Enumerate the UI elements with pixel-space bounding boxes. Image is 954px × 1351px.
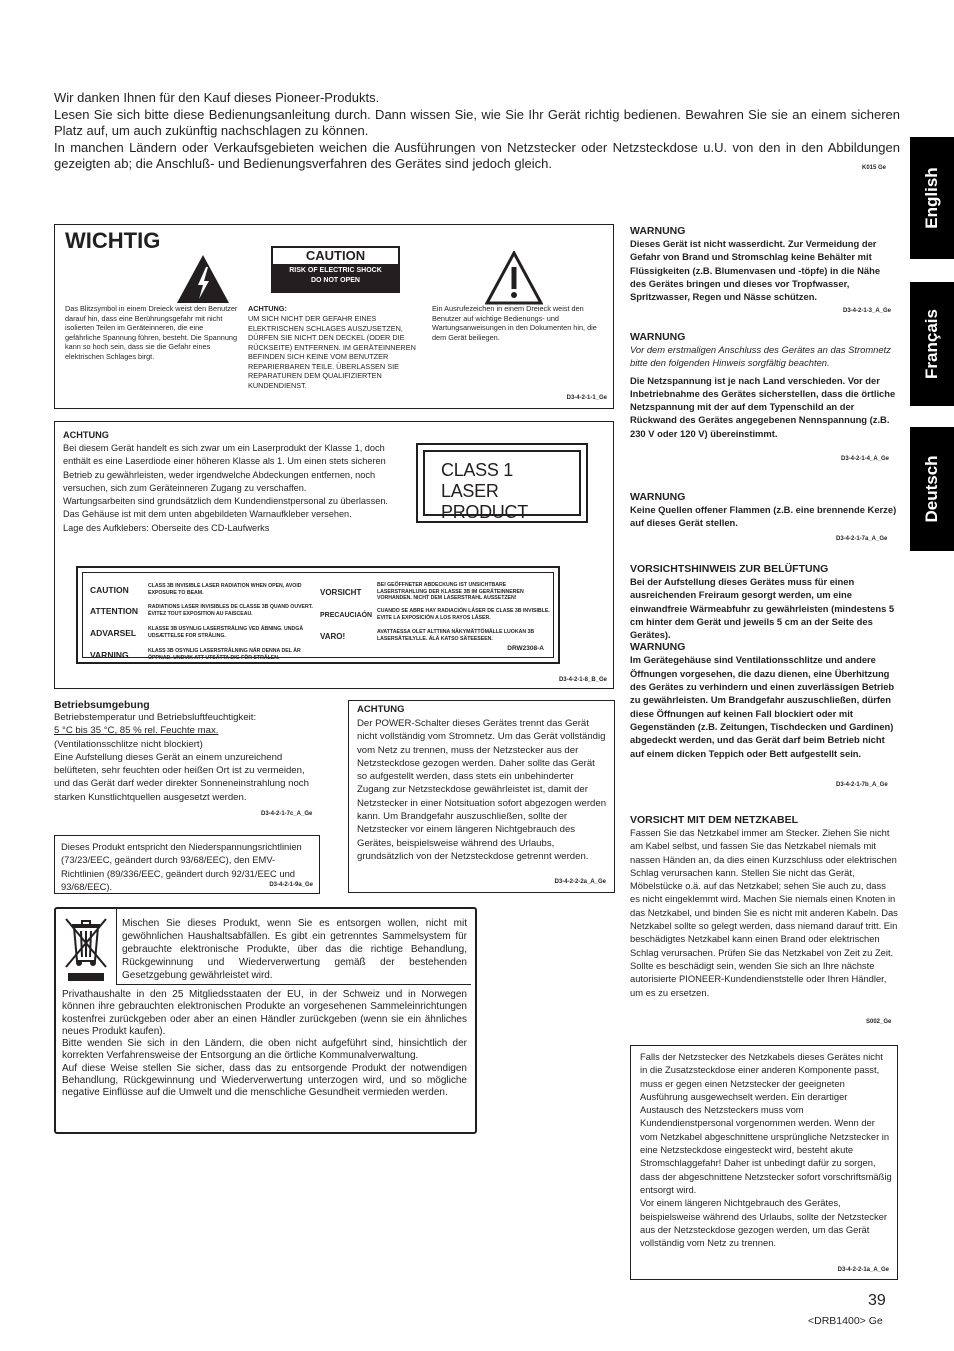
- power-heading: ACHTUNG: [357, 704, 405, 715]
- class1-label: [416, 443, 588, 523]
- netzstecker-box: [630, 1045, 898, 1280]
- ventilation-warning-heading: WARNUNG: [630, 641, 686, 654]
- label-row-vorsicht: VORSICHT BEI GEÖFFNETER ABDECKUNG IST UNSICHTBARE LASERSTRAHLUNG DER KLASSE 3B IM GERÄTEINNEREN VORHANDEN. NICHT DEM LASERSTRAHL AUSSETZEN!: [320, 582, 524, 602]
- caution-plate: [271, 246, 400, 293]
- betrieb-heading: Betriebsumgebung: [54, 699, 150, 711]
- exclamation-triangle-icon: [485, 251, 543, 305]
- weee-paragraph-4: Auf diese Weise stellen Sie sicher, dass das zu entsorgende Produkt der notwendigen Behandlung, Rückgewinnung und Wiederverwertung unterzogen wird, und so mögliche negative Einflüsse auf die Umwelt und die menschliche Gesundheit vermieden werden.: [62, 1062, 467, 1099]
- wichtig-title: WICHTIG: [65, 228, 161, 253]
- netzstecker-code: D3-4-2-2-1a_A_Ge: [837, 1267, 889, 1273]
- tab-english[interactable]: English: [910, 137, 954, 259]
- laser-box: [54, 421, 614, 689]
- class1-line-2: LASER PRODUCT: [441, 481, 528, 522]
- laser-text-3: Das Gehäuse ist mit dem unten abgebildeten Warnaufkleber versehen.: [63, 509, 352, 520]
- weee-box: [54, 907, 477, 1134]
- warning-3-heading: WARNUNG: [630, 491, 686, 503]
- tab-francais[interactable]: Français: [910, 282, 954, 406]
- warning-2-italic: Vor dem erstmaligen Anschluss des Gerätes an das Stromnetz bitte den folgenden Hinweis sorgfältig beachten.: [630, 344, 891, 369]
- warning-3: [630, 491, 898, 530]
- ventilation-text: Bei der Aufstellung dieses Gerätes muss für einen ausreichenden Freiraum gesorgt werden, um eine einwandfreie Wärmeabfuhr zu gewährleisten (mindestens 5 cm hinter dem Gerät und jeweils 5 cm an der Seite des Gerätes).: [630, 576, 895, 641]
- weee-paragraph-2: Privathaushalte in den 25 Mitgliedsstaaten der EU, in der Schweiz und in Norwegen können ihre gebrauchten elektronischen Produkte an vorgesehenen Sammeleinrichtungen kostenfrei zurückgeben oder aber an einen Händler zurückgeben (wenn sie ein ähnliches neues Produkt kaufen).: [62, 989, 467, 1037]
- lightning-explanation: Das Blitzsymbol in einem Dreieck weist den Benutzer darauf hin, dass eine Berührungsgefahr mit nicht isolierten Teilen im Geräteinneren, die eine gefährliche Spannung führen, besteht. Die Spannung kann so hoch sein, dass sie die Gefahr eines elektrischen Schlages birgt.: [65, 304, 238, 361]
- label-row-advarsel: ADVARSEL KLASSE 3B USYNLIG LASERSTRÅLING VED ÅBNING. UNDGÅ UDSÆTTELSE FOR STRÅLING.: [90, 626, 304, 639]
- caution-subtitle: RISK OF ELECTRIC SHOCK DO NOT OPEN: [289, 267, 382, 284]
- weee-paragraph-3: Bitte wenden Sie sich in den Ländern, die oben nicht aufgeführt sind, hinsichtlich der korrekten Verfahrensweise der Entsorgung an die örtliche Kommunalverwaltung.: [62, 1038, 467, 1062]
- warning-3-code: D3-4-2-1-7a_A_Ge: [836, 536, 888, 542]
- warning-1-heading: WARNUNG: [630, 225, 686, 237]
- betrieb-text-3: (Ventilationsschlitze nicht blockiert): [54, 738, 203, 750]
- caution-title: CAUTION: [273, 248, 398, 264]
- betrieb-text-2: 5 °C bis 35 °C, 85 % rel. Feuchte max.: [54, 725, 219, 737]
- warning-1-code: D3-4-2-1-3_A_Ge: [843, 308, 892, 314]
- label-row-caution: CAUTION CLASS 3B INVISIBLE LASER RADIATION WHEN OPEN, AVOID EXPOSURE TO BEAM.: [90, 583, 302, 596]
- label-right-column: [320, 580, 556, 646]
- netzkabel-heading: VORSICHT MIT DEM NETZKABEL: [630, 814, 798, 826]
- warning-2-code: D3-4-2-1-4_A_Ge: [841, 456, 890, 462]
- exclamation-explanation: Ein Ausrufezeichen in einem Dreieck weist den Benutzer auf wichtige Bedienungs- und Wartungsanweisungen in den Dokumenten hin, die dem Gerät beiliegen.: [432, 304, 597, 342]
- wichtig-box: [54, 224, 614, 409]
- label-row-varning: VARNING KLASS 3B OSYNLIG LASERSTRÅLNING NÄR DENNA DEL ÄR ÖPPNAD. UNDVIK ATT UTSÄTTA DIG FÖR STRÅLEN.: [90, 648, 301, 661]
- label-left-column: [90, 580, 322, 666]
- power-text: Der POWER-Schalter dieses Gerätes trennt das Gerät nicht vollständig vom Stromnetz. Um das Gerät vollständig vom Netz zu trennen, muss der Netzstecker aus der Netzsteckdose gezogen werden. Daher sollte das Gerät so aufgestellt werden, dass stets ein unbehinderter Zugang zur Netzsteckdose gewährleistet ist, damit der Netzstecker in einer Notsituation sofort abgezogen werden kann. Um Brandgefahr auszuschließen, sollte der Netzstecker vor einem längeren Nichtgebrauch des Gerätes, beispielsweise während des Urlaubs, grundsätzlich von der Netzsteckdose getrennt werden.: [357, 718, 607, 862]
- wichtig-code: D3-4-2-1-1_Ge: [566, 395, 607, 401]
- label-code: DRW2308-A: [507, 645, 544, 652]
- warning-3-text: Keine Quellen offener Flammen (z.B. eine brennende Kerze) auf dieses Gerät stellen.: [630, 504, 897, 529]
- betrieb-section: [54, 699, 324, 804]
- laser-text-2: Wartungsarbeiten sind grundsätzlich dem Kundendienstpersonal zu überlassen.: [63, 496, 388, 507]
- label-row-precaucion: PRECAUCIAÓN CUANDO SE ABRE HAY RADIACIÓN LÁSER DE CLASE 3B INVISIBLE. EVITE LA EXPOSICIÓN A LOS RAYOS LÁSER.: [320, 608, 550, 621]
- laser-text-1: Bei diesem Gerät handelt es sich zwar um ein Laserprodukt der Klasse 1, doch enthält es eine Laserdiode einer höheren Klasse als 1. Um einen stets sicheren Betrieb zu gewährleisten, weder irgendwelche Abdeckungen entfernen, noch versuchen, sich zum Geräteinneren Zugang zu verschaffen.: [63, 443, 386, 493]
- betrieb-text-4: Eine Aufstellung dieses Gerät an einem unzureichend belüfteten, sehr feuchten oder heißen Ort ist zu vermeiden, und das Gerät darf weder direkter Sonneneinstrahlung noch starken Kunstlichtquellen ausgesetzt werden.: [54, 751, 309, 803]
- weee-rest: [62, 989, 467, 1100]
- lightning-triangle-icon: [175, 253, 231, 305]
- ewg-code: D3-4-2-1-9a_Ge: [269, 882, 313, 888]
- laser-warning-label: [76, 566, 560, 664]
- netzstecker-text: Falls der Netzstecker des Netzkabels dieses Gerätes nicht in die Zusatzsteckdose einer anderen Komponente passt, muss er gegen einen Netzstecker der geeigneten Ausführung ausgewechselt werden. Ein derartiger Austausch des Netzsteckers muss vom Kundendienstpersonal vorgenommen werden. Wenn der vom Netzkabel abgeschnittene ursprüngliche Netzstecker in eine Netzsteckdose eingesteckt wird, besteht akute Stromschlaggefahr! Daher ist unbedingt dafür zu sorgen, dass der abgeschnittene Netzstecker sofort vorschriftsmäßig entsorgt wird. Vor einem längeren Nichtgebrauch des Gerätes, beispielsweise während des Urlaubs, sollte der Netzstecker aus der Netzsteckdose gezogen werden, um das Gerät vollständig vom Netz zu trennen.: [640, 1051, 892, 1249]
- power-code: D3-4-2-2-2a_A_Ge: [554, 879, 606, 885]
- class1-line-1: CLASS 1: [441, 460, 513, 480]
- laser-code: D3-4-2-1-8_B_Ge: [558, 677, 607, 683]
- betrieb-code: D3-4-2-1-7c_A_Ge: [261, 811, 313, 817]
- intro-line-2: Lesen Sie sich bitte diese Bedienungsanleitung durch. Dann wissen Sie, wie Sie Ihr Gerät richtig bedienen. Bewahren Sie sie an einem sicheren Platz auf, um auch zukünftig nachschlagen zu können.: [54, 106, 900, 138]
- netzkabel-text: Fassen Sie das Netzkabel immer am Stecker. Ziehen Sie nicht am Kabel selbst, und fassen Sie das Netzkabel niemals mit nassen Händen an, da dies einen Kurzschluss oder elektrischen Schlag verursachen kann. Stellen Sie nicht das Gerät, Möbelstücke o.ä. auf das Netzkabel; sehen Sie auch zu, dass es nicht eingeklemmt wird. Machen Sie niemals einen Knoten in das Netzkabel, und binden Sie es nicht mit anderen Kabeln. Das Netzkabel sollte so gelegt werden, dass niemand darauf tritt. Ein beschädigtes Netzkabel kann einen Brand oder elektrischen Schlag verursachen. Prüfen Sie das Netzkabel von Zeit zu Zeit. Sollte es beschädigt sein, wenden Sie sich an Ihre nächste autorisierte PIONEER-Kundendienststelle oder Ihren Händler, um es zu ersetzen.: [630, 827, 898, 998]
- label-row-varo: VARO! AVATTAESSA OLET ALTTIINA NÄKYMÄTTÖMÄLLE LUOKAN 3B LASERSÄTEILYLLE. ÄLÄ KATSO SÄTEESEEN.: [320, 629, 535, 642]
- ventilation-warning-text: Im Gerätegehäuse sind Ventilationsschlitze und andere Öffnungen vorgesehen, die dazu dienen, eine Überhitzung des Gerätes zu verhindern und einen zuverlässigen Betrieb zu gewährleisten. Um Brandgefahr auszuschließen, dürfen diese Öffnungen auf keinen Fall blockiert oder mit Gegenständen (z.B. Zeitungen, Tischdecken und Gardinen) abgedeckt werden, und das Gerät darf beim Betrieb nicht auf einem dicken Teppich oder Bett aufgestellt sein.: [630, 654, 895, 759]
- ventilation-code: D3-4-2-1-7b_A_Ge: [836, 782, 888, 788]
- laser-heading: ACHTUNG: [63, 430, 109, 440]
- ewg-text: Dieses Produkt entspricht den Niederspannungsrichtlinien (73/23/EEC, geändert durch 93/68/EEC), den EMV-Richtlinien (89/336/EEC, geändert durch 92/31/EEC und 93/68/EEC).: [61, 841, 302, 892]
- ventilation-heading: VORSICHTSHINWEIS ZUR BELÜFTUNG: [630, 563, 829, 575]
- crossed-bin-icon: [64, 915, 108, 983]
- weee-paragraph-1: Mischen Sie dieses Produkt, wenn Sie es entsorgen wollen, nicht mit gewöhnlichen Haushaltsabfällen. Es gibt ein getrenntes Sammelsystem für gebrauchte elektronische Produkte, über das die richtige Behandlung, Rückgewinnung und Wiederverwertung gemäß der bestehenden Gesetzgebung gewährleistet wird.: [122, 918, 467, 981]
- intro-line-3: In manchen Ländern oder Verkaufsgebieten weichen die Ausführungen von Netzstecker oder Netzsteckdose u.U. von den in den Abbildungen gezeigten ab; die Anschluß- und Bedienungsverfahren des Gerätes sind jedoch gleich.: [54, 139, 900, 171]
- power-box: [348, 700, 615, 893]
- label-row-attention: ATTENTION RADIATIONS LASER INVISIBLES DE CLASSE 3B QUAND OUVERT. ÉVITEZ TOUT EXPOSITION AU FAISCEAU.: [90, 604, 313, 617]
- warning-2: [630, 331, 898, 440]
- warning-2-heading: WARNUNG: [630, 331, 686, 343]
- intro-code: K015 Ge: [862, 165, 887, 171]
- netzkabel-section: [630, 814, 898, 999]
- model-code: <DRB1400> Ge: [808, 1315, 883, 1327]
- warning-1-text: Dieses Gerät ist nicht wasserdicht. Zur Vermeidung der Gefahr von Brand und Stromschlag keine Behälter mit Flüssigkeiten (z.B. Blumenvasen und -töpfe) in die Nähe des Gerätes bringen und dieses vor Tropfwasser, Spritzwasser, Regen und Nässe schützen.: [630, 238, 881, 303]
- laser-text-block: [63, 442, 405, 535]
- laser-text-4: Lage des Aufklebers: Oberseite des CD-Laufwerks: [63, 522, 270, 533]
- warning-2-text: Die Netzspannung ist je nach Land verschieden. Vor der Inbetriebnahme des Gerätes sicherstellen, dass die örtliche Netzspannung mit der auf dem Typenschild an der Rückwand des Gerätes angegebenen Nennspannung (z.B. 230 V oder 120 V) übereinstimmt.: [630, 374, 896, 439]
- tab-deutsch[interactable]: Deutsch: [910, 427, 954, 551]
- achtung-text: UM SICH NICHT DER GEFAHR EINES ELEKTRISCHEN SCHLAGES AUSZUSETZEN, DÜRFEN SIE NICHT DEN DECKEL (ODER DIE RÜCKSEITE) ENTFERNEN. IM GERÄTEINNEREN BEFINDEN SICH KEINE VOM BENUTZER REPARIERBAREN TEILE. ÜBERLASSEN SIE REPARATUREN DEM QUALIFIZIERTEN KUNDENDIENST.: [248, 314, 416, 390]
- achtung-heading: ACHTUNG:: [248, 304, 287, 313]
- betrieb-text-1: Betriebstemperatur und Betriebsluftfeuchtigkeit:: [54, 712, 257, 723]
- netzkabel-code: S002_Ge: [866, 1019, 892, 1025]
- intro-block: [54, 90, 900, 173]
- page-number: 39: [868, 1292, 886, 1309]
- ewg-box: [54, 835, 320, 894]
- intro-line-1: Wir danken Ihnen für den Kauf dieses Pioneer-Produkts.: [54, 90, 380, 105]
- warning-1: [630, 225, 898, 303]
- ventilation-section: [630, 563, 898, 760]
